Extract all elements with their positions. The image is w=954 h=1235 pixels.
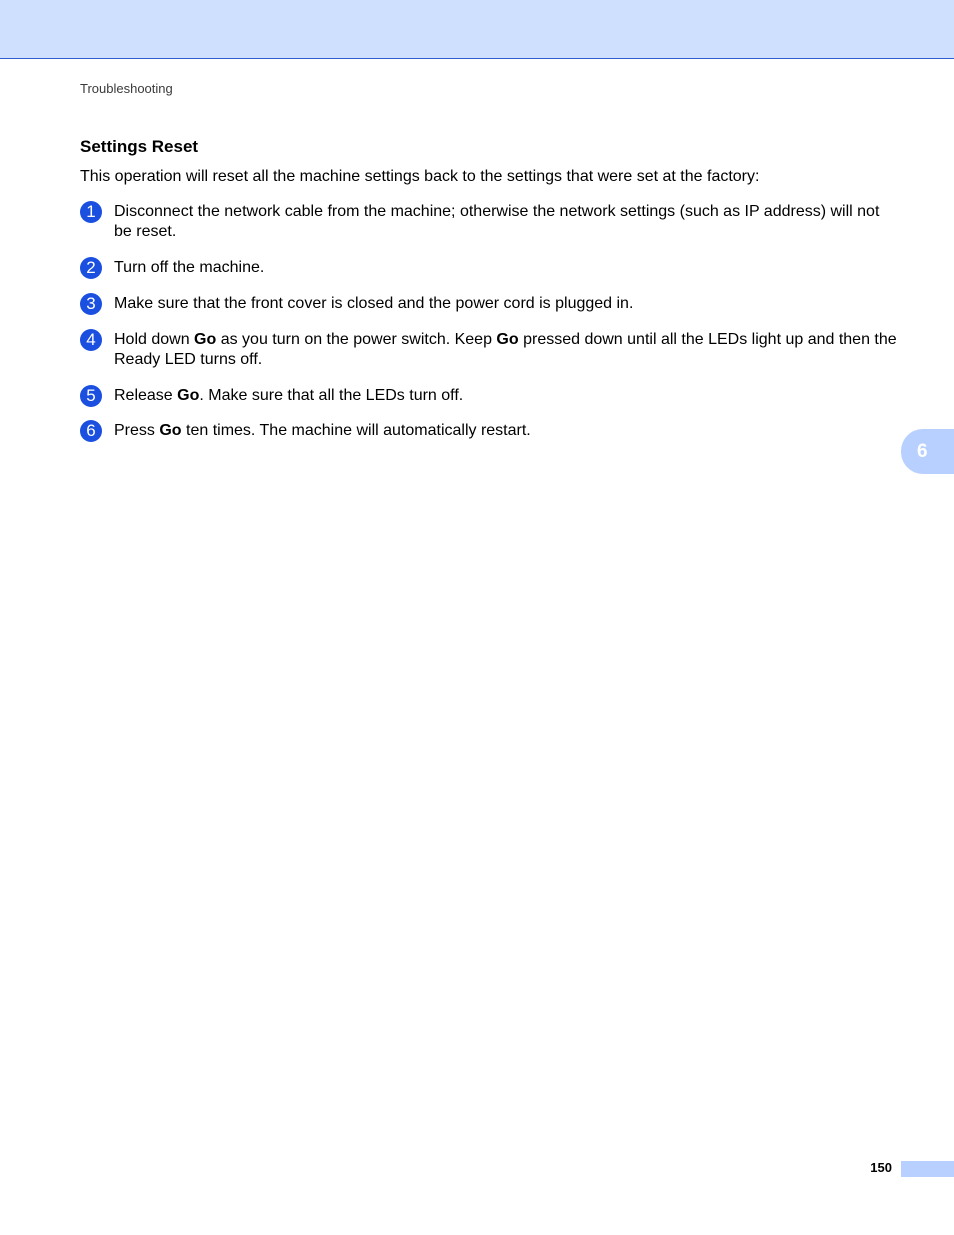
- step-text: [114, 202, 900, 242]
- step-text-part: Hold down: [114, 331, 195, 348]
- section-intro: This operation will reset all the machine settings back to the settings that were set at the factory:: [80, 168, 760, 185]
- step-text-part: Press: [114, 422, 160, 439]
- step-text: [114, 386, 900, 406]
- step-text-part: as you turn on the power switch. Keep: [216, 331, 497, 348]
- step-number-badge: 4: [80, 329, 102, 351]
- go-button-name: Go: [194, 331, 217, 348]
- go-button-name: Go: [177, 387, 200, 404]
- step-text: [114, 258, 900, 278]
- step-text-part: Release: [114, 387, 178, 404]
- step-number-badge: 2: [80, 257, 102, 279]
- step-number-badge: 5: [80, 385, 102, 407]
- header-band: [0, 0, 954, 59]
- step-number-badge: 3: [80, 293, 102, 315]
- step-number-badge: 6: [80, 420, 102, 442]
- section-title: Settings Reset: [80, 137, 199, 156]
- chapter-tab: 6: [901, 429, 954, 474]
- step-text: [114, 421, 900, 441]
- step-text-part: ten times. The machine will automatically restart.: [181, 422, 531, 439]
- step-text-part: Make sure that the front cover is closed and the power cord is plugged in.: [114, 295, 634, 312]
- page-number: 150: [870, 1160, 892, 1175]
- go-button-name: Go: [159, 422, 182, 439]
- step-text-part: Turn off the machine.: [114, 259, 265, 276]
- footer-bar: [901, 1161, 954, 1177]
- step-text-part: pressed down until all the LEDs light up and then the Ready LED turns off.: [114, 331, 897, 368]
- step-text: [114, 330, 900, 370]
- running-header: Troubleshooting: [80, 81, 173, 96]
- go-button-name: Go: [496, 331, 519, 348]
- step-text-part: . Make sure that all the LEDs turn off.: [199, 387, 464, 404]
- step-text: [114, 294, 900, 314]
- step-number-badge: 1: [80, 201, 102, 223]
- step-text-part: Disconnect the network cable from the machine; otherwise the network settings (such as IP address) will not be reset.: [114, 203, 880, 240]
